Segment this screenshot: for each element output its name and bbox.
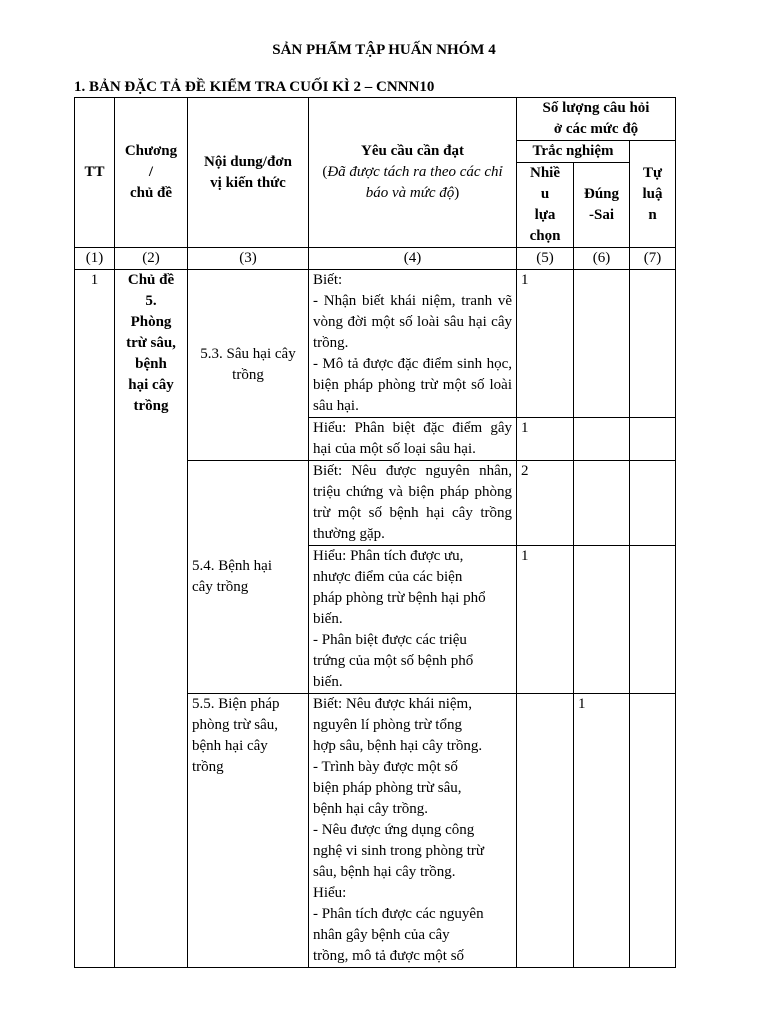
count-essay bbox=[630, 461, 676, 546]
table-row bbox=[75, 270, 676, 418]
count-essay bbox=[630, 270, 676, 418]
column-number-row bbox=[75, 248, 676, 270]
header-question-count: Số lượng câu hỏi ở các mức độ bbox=[517, 98, 676, 141]
count-essay bbox=[630, 546, 676, 694]
col-number: (6) bbox=[574, 248, 630, 270]
unit-cell: 5.4. Bệnh hại cây trồng bbox=[188, 461, 309, 694]
col-number: (2) bbox=[115, 248, 188, 270]
row-tt: 1 bbox=[75, 270, 115, 968]
spec-table bbox=[74, 97, 676, 968]
document-title: SẢN PHẨM TẬP HUẤN NHÓM 4 bbox=[272, 42, 496, 58]
count-true-false bbox=[574, 546, 630, 694]
header-chapter: Chương / chủ đề bbox=[115, 98, 188, 248]
count-essay bbox=[630, 694, 676, 968]
header-content-unit: Nội dung/đơn vị kiến thức bbox=[188, 98, 309, 248]
count-true-false bbox=[574, 461, 630, 546]
count-multi-select bbox=[517, 694, 574, 968]
col-number: (4) bbox=[309, 248, 517, 270]
count-multi-select: 1 bbox=[517, 270, 574, 418]
requirement-cell: Hiểu: Phân biệt đặc điểm gây hại của một số loại sâu hại. bbox=[309, 418, 517, 461]
header-requirements: Yêu cầu cần đạt (Đã được tách ra theo các chỉ báo và mức độ) bbox=[309, 98, 517, 248]
count-true-false bbox=[574, 418, 630, 461]
col-number: (1) bbox=[75, 248, 115, 270]
header-essay: Tự luậ n bbox=[630, 141, 676, 248]
col-number: (3) bbox=[188, 248, 309, 270]
count-multi-select: 1 bbox=[517, 546, 574, 694]
requirement-cell: Biết: - Nhận biết khái niệm, tranh vẽ vòng đời một số loài sâu hại cây trồng. - Mô tả được đặc điểm sinh học, biện pháp phòng trừ một số loài sâu hại. bbox=[309, 270, 517, 418]
header-row-1 bbox=[75, 98, 676, 141]
header-multi-select: Nhiề u lựa chọn bbox=[517, 163, 574, 248]
count-true-false: 1 bbox=[574, 694, 630, 968]
header-multiple-choice-group: Trắc nghiệm bbox=[517, 141, 630, 163]
header-tt: TT bbox=[75, 98, 115, 248]
header-requirements-note: Đã được tách ra theo các chỉ báo và mức độ bbox=[327, 164, 503, 201]
unit-cell: 5.5. Biện pháp phòng trừ sâu, bệnh hại cây trồng bbox=[188, 694, 309, 968]
requirement-cell: Biết: Nêu được khái niệm, nguyên lí phòng trừ tổng hợp sâu, bệnh hại cây trồng. - Trình bày được một số biện pháp phòng trừ sâu, bệnh hại cây trồng. - Nêu được ứng dụng công nghệ vi sinh trong phòng trừ sâu, bệnh hại cây trồng. Hiểu: - Phân tích được các nguyên nhân gây bệnh của cây trồng, mô tả được một số bbox=[309, 694, 517, 968]
section-heading: 1. BẢN ĐẶC TẢ ĐỀ KIỂM TRA CUỐI KÌ 2 – CNNN10 bbox=[74, 79, 435, 95]
requirement-cell: Biết: Nêu được nguyên nhân, triệu chứng và biện pháp phòng trừ một số bệnh hại cây trồng thường gặp. bbox=[309, 461, 517, 546]
count-essay bbox=[630, 418, 676, 461]
header-true-false: Đúng -Sai bbox=[574, 163, 630, 248]
col-number: (7) bbox=[630, 248, 676, 270]
count-multi-select: 1 bbox=[517, 418, 574, 461]
requirement-cell: Hiểu: Phân tích được ưu, nhược điểm của các biện pháp phòng trừ bệnh hại phổ biến. - Phân biệt được các triệu trứng của một số bệnh phổ biến. bbox=[309, 546, 517, 694]
count-multi-select: 2 bbox=[517, 461, 574, 546]
col-number: (5) bbox=[517, 248, 574, 270]
unit-cell: 5.3. Sâu hại cây trồng bbox=[188, 270, 309, 461]
chapter-cell: Chủ đề 5. Phòng trừ sâu, bệnh hại cây trồng bbox=[115, 270, 188, 968]
count-true-false bbox=[574, 270, 630, 418]
